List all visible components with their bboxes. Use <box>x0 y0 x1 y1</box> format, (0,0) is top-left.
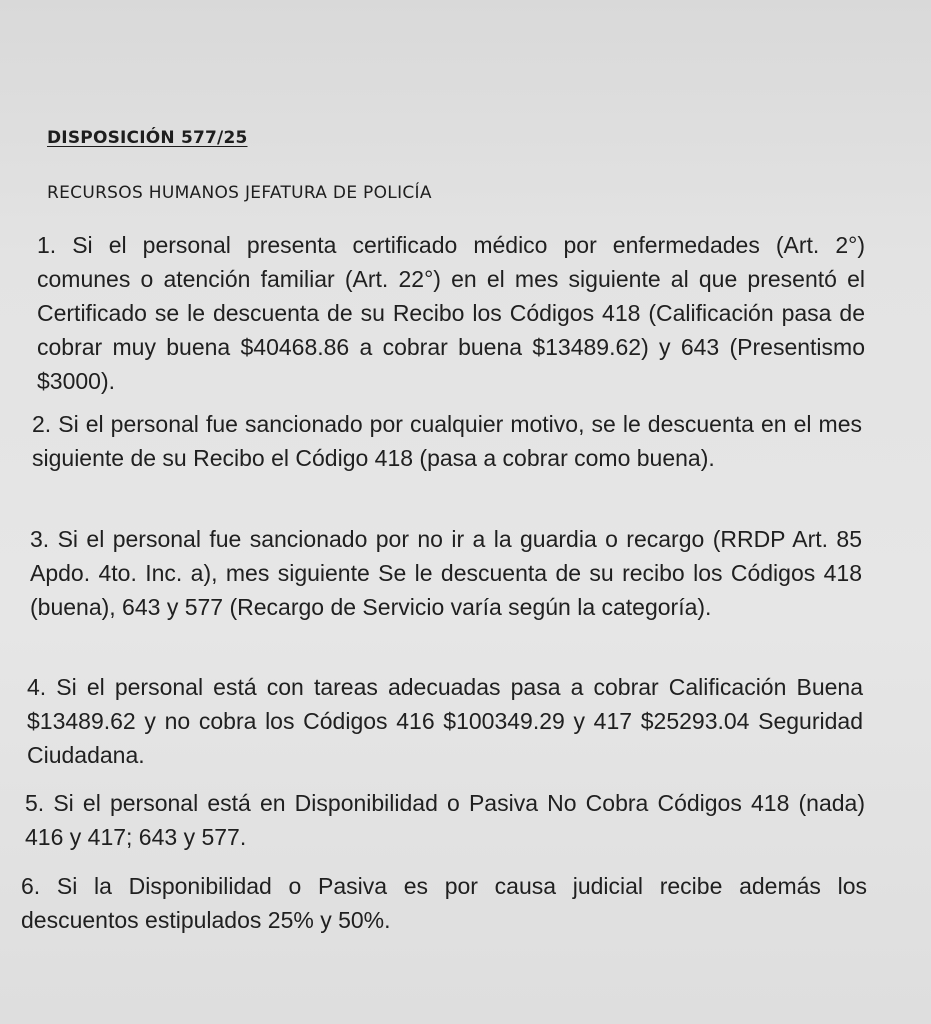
provision-item-6: 6. Si la Disponibilidad o Pasiva es por causa judicial recibe además los descuentos estipulados 25% y 50%. <box>21 873 867 933</box>
provision-item-5: 5. Si el personal está en Disponibilidad o Pasiva No Cobra Códigos 418 (nada) 416 y 417; 643 y 577. <box>25 790 865 850</box>
provision-item-4: 4. Si el personal está con tareas adecuadas pasa a cobrar Calificación Buena $13489.62 y no cobra los Códigos 416 $100349.29 y 417 $25293.04 Seguridad Ciudadana. <box>27 674 863 768</box>
provision-item-2: 2. Si el personal fue sancionado por cualquier motivo, se le descuenta en el mes siguiente de su Recibo el Código 418 (pasa a cobrar como buena). <box>32 411 862 471</box>
document-title: DISPOSICIÓN 577/25 <box>47 128 248 148</box>
provision-item-3: 3. Si el personal fue sancionado por no ir a la guardia o recargo (RRDP Art. 85 Apdo. 4to. Inc. a), mes siguiente Se le descuenta de su recibo los Códigos 418 (buena), 643 y 577 (Recargo de Servicio varía según la categoría). <box>30 526 862 620</box>
document-subtitle: RECURSOS HUMANOS JEFATURA DE POLICÍA <box>47 183 432 203</box>
provision-item-1: 1. Si el personal presenta certificado médico por enfermedades (Art. 2°) comunes o atención familiar (Art. 22°) en el mes siguiente al que presentó el Certificado se le descuenta de su Recibo los Códigos 418 (Calificación pasa de cobrar muy buena $40468.86 a cobrar buena $13489.62) y 643 (Presentismo $3000). <box>37 232 865 394</box>
